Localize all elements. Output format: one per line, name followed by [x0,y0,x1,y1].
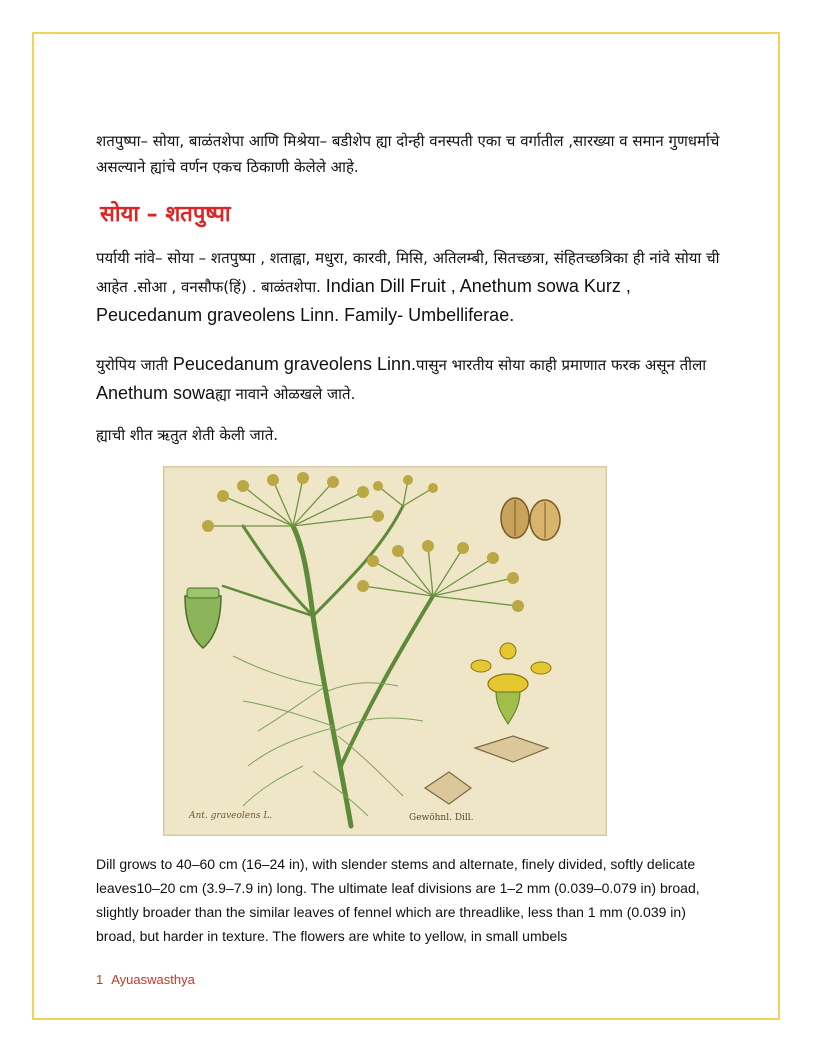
species-part3: ह्या नावाने ओळखले जाते. [215,385,356,403]
species-part2: पासुन भारतीय सोया काही प्रमाणात फरक असून तीला [416,356,707,374]
cultivation-paragraph: ह्याची शीत ऋतुत शेती केली जाते. [96,426,279,444]
footer-site-name: Ayuaswasthya [111,972,195,987]
english-description: Dill grows to 40–60 cm (16–24 in), with slender stems and alternate, finely divided, softly delicate leaves10–20 cm (3.9–7.9 in) long. The ultimate leaf divisions are 1–2 mm (0.039–0.079 in) broad, slightly broader than the similar leaves of fennel which are threadlike, less than 1 mm (0.039 in) broad, but harder in texture. The flowers are white to yellow, in small umbels [96,856,700,944]
species-latin1: Peucedanum graveolens Linn. [172,354,416,374]
species-latin2: Anethum sowa [96,383,216,403]
page-footer [96,972,195,987]
illustration-label: Gewöhnl. Dill. [409,813,474,823]
dill-botanical-drawing [163,466,607,836]
species-paragraph [96,350,736,408]
intro-paragraph: शतपुष्पा– सोया, बाळंतशेपा आणि मिश्रेया– बडीशेप ह्या दोन्ही वनस्पती एका च वर्गातील ,सारख्या व समान गुणधर्माचे असल्याने ह्यांचे वर्णन एकच ठिकाणी केलेले आहे. [96,132,720,176]
dill-illustration [163,466,607,836]
synonyms-marathi: पर्यायी नांवे– सोया – शतपुष्पा , शताह्वा, मधुरा, कारवी, मिसि, अतिलम्बी, सितच्छत्रा, संहितच्छत्रिका ही नांवे सोया ची आहेत .सोआ , वनसौफ(हिं) . बाळंतशेपा. [96,249,720,296]
page-number: 1 [96,972,104,987]
synonyms-latin: Indian Dill Fruit , Anethum sowa Kurz , Peucedanum graveolens Linn. Family- Umbelliferae. [96,276,631,325]
synonyms-paragraph [96,244,736,330]
section-heading: सोया – शतपुष्पा [100,202,231,227]
illustration-caption-left: Ant. graveolens L. [189,811,273,821]
species-part1: युरोपिय जाती [96,356,169,374]
